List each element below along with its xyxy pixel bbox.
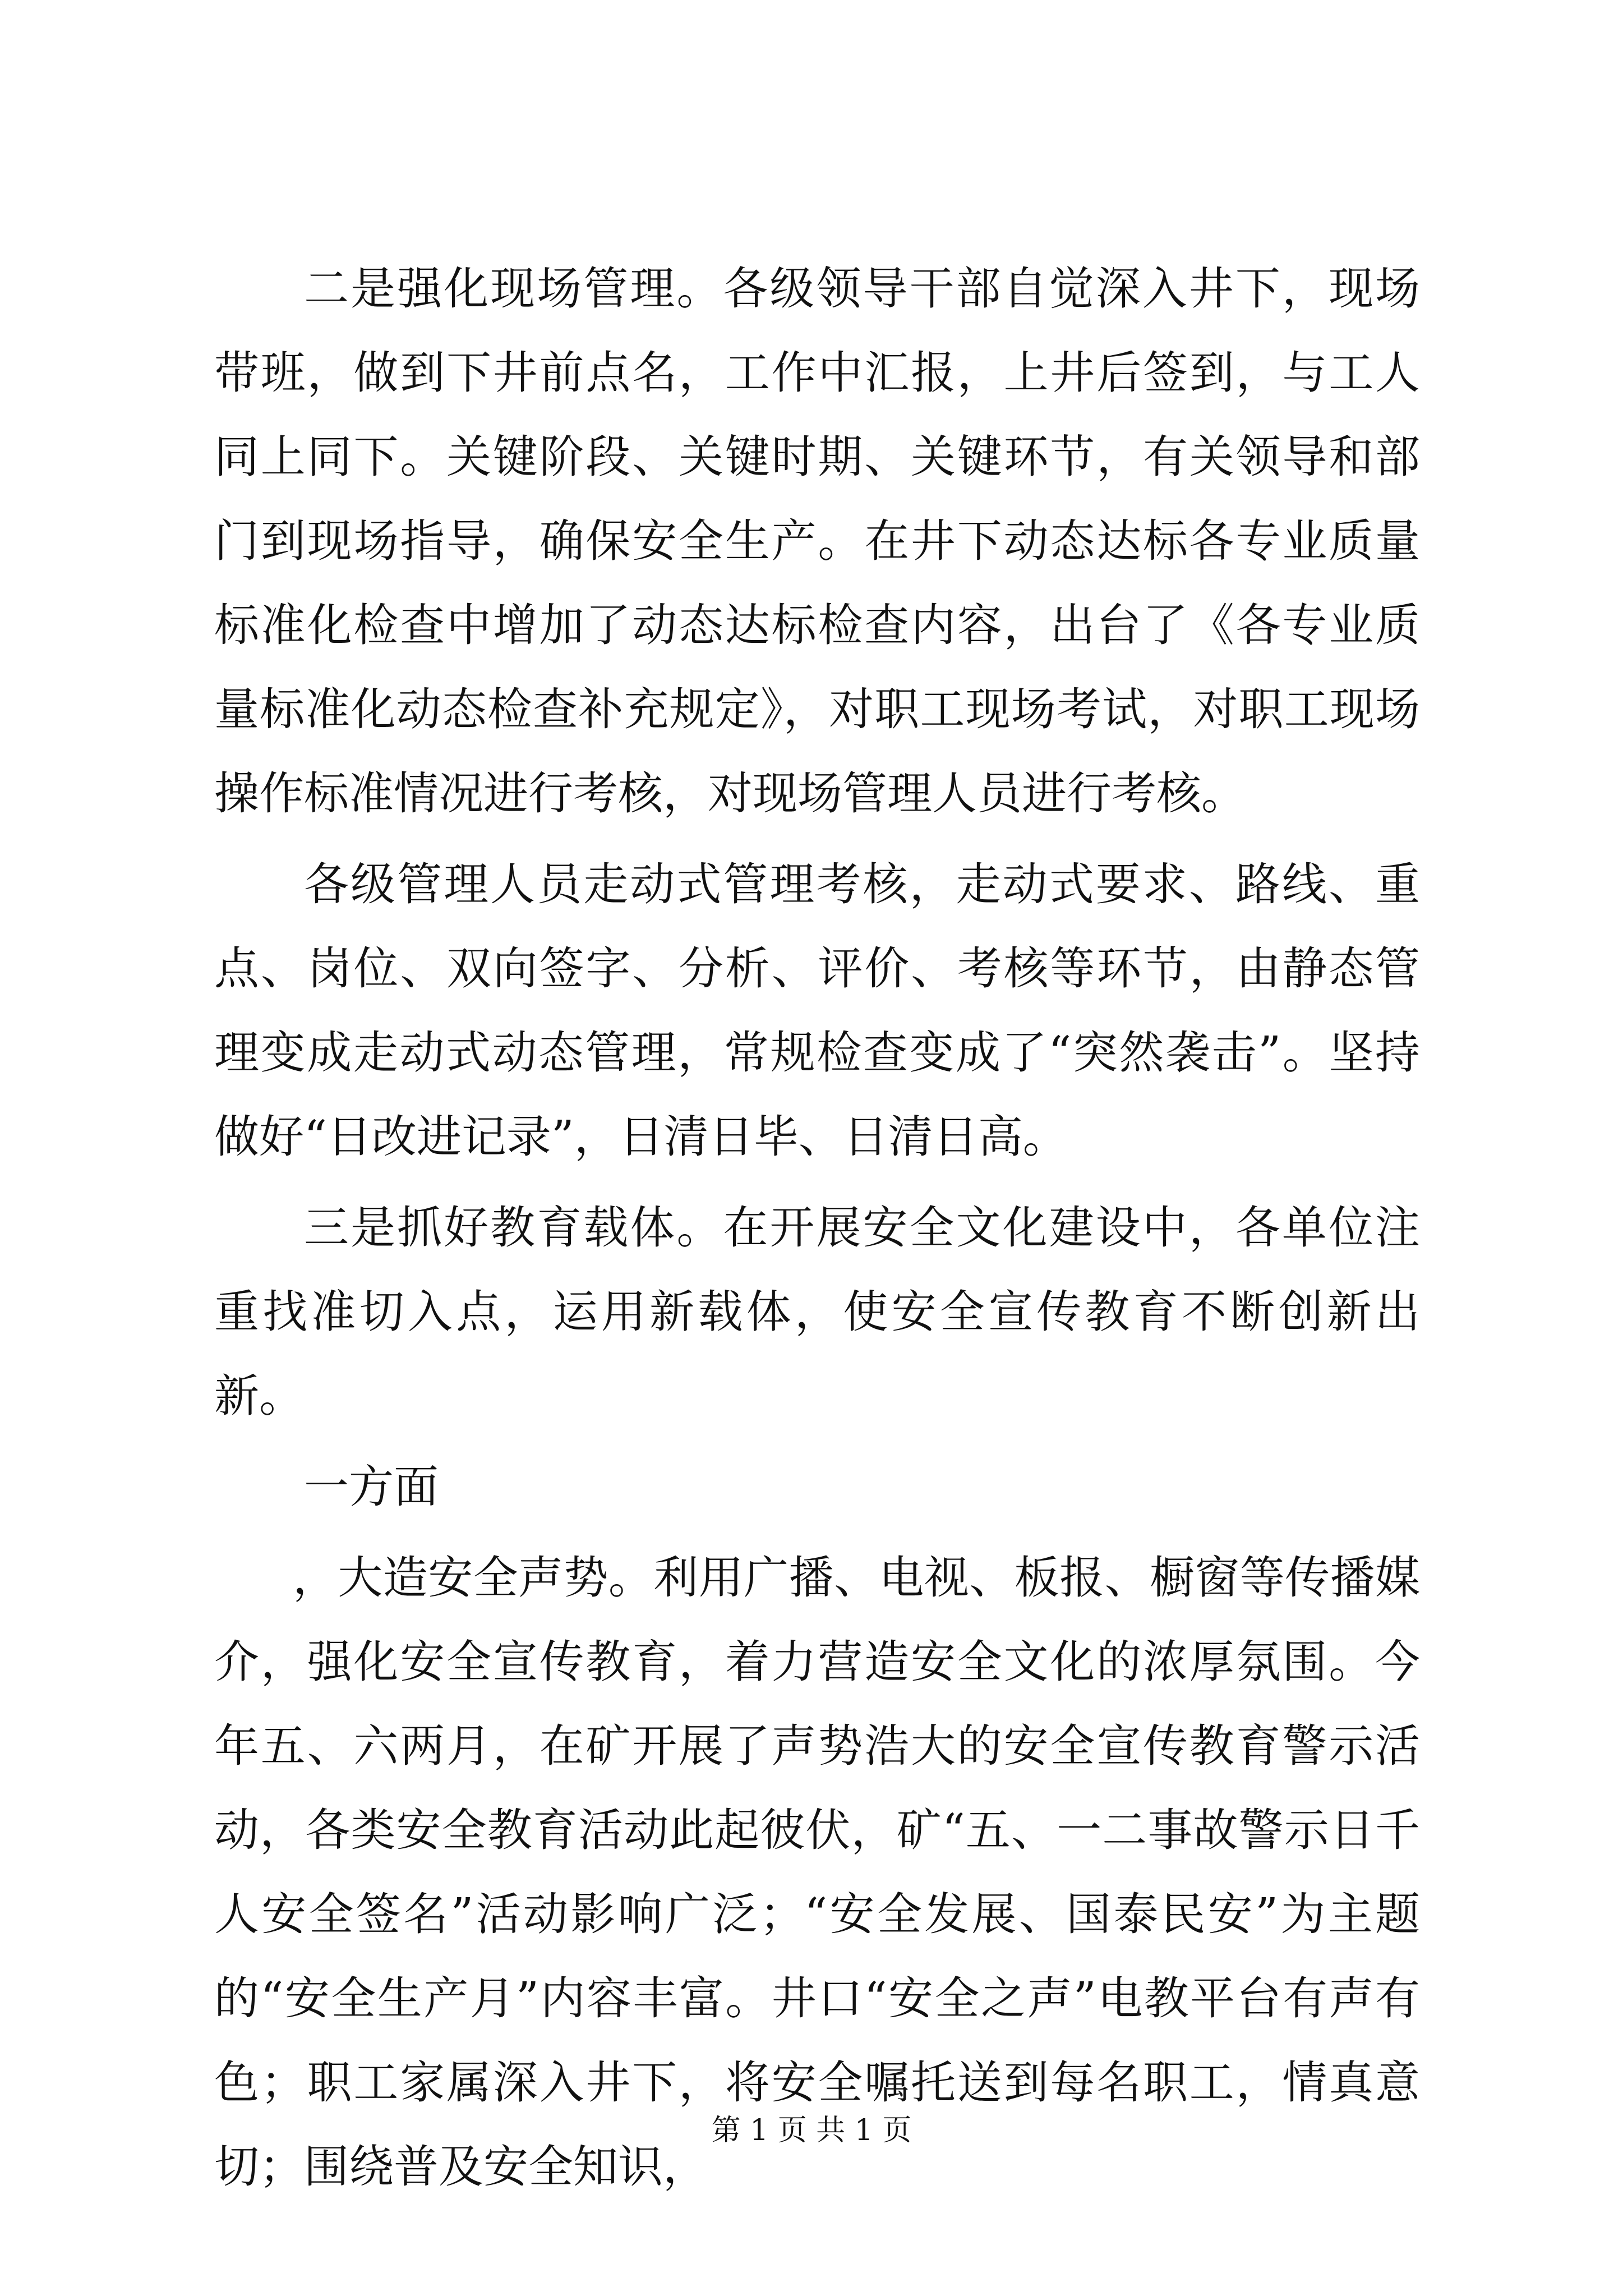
document-body [214,247,1420,2216]
paragraph: ，大造安全声势。利用广播、电视、板报、橱窗等传播媒介，强化安全宣传教育，着力营造安全文化的浓厚氛围。今年五、六两月，在矿开展了声势浩大的安全宣传教育警示活动，各类安全教育活动此起彼伏，矿“五、一二事故警示日千人安全签名”活动影响广泛；“安全发展、国泰民安”为主题的“安全生产月”内容丰富。井口“安全之声”电教平台有声有色；职工家属深入井下，将安全嘱托送到每名职工，情真意切；围绕普及安全知识， [214,1552,1420,2193]
page-footer: 第 1 页 共 1 页 [711,2114,912,2147]
paragraph: 各级管理人员走动式管理考核，走动式要求、路线、重点、岗位、双向签字、分析、评价、考核等环节，由静态管理变成走动式动态管理，常规检查变成了“突然袭击”。坚持做好“日改进记录”，日清日毕、日清日高。 [214,858,1420,1163]
paragraph: 一方面 [304,1461,439,1513]
paragraph: 二是强化现场管理。各级领导干部自觉深入井下，现场带班，做到下井前点名，工作中汇报，上井后签到，与工人同上同下。关键阶段、关键时期、关键环节，有关领导和部门到现场指导，确保安全生产。在井下动态达标各专业质量标准化检查中增加了动态达标检查内容，出台了《各专业质量标准化动态检查补充规定》，对职工现场考试，对职工现场操作标准情况进行考核，对现场管理人员进行考核。 [214,263,1420,820]
paragraph: 三是抓好教育载体。在开展安全文化建设中，各单位注重找准切入点，运用新载体，使安全宣传教育不断创新出新。 [214,1202,1420,1422]
